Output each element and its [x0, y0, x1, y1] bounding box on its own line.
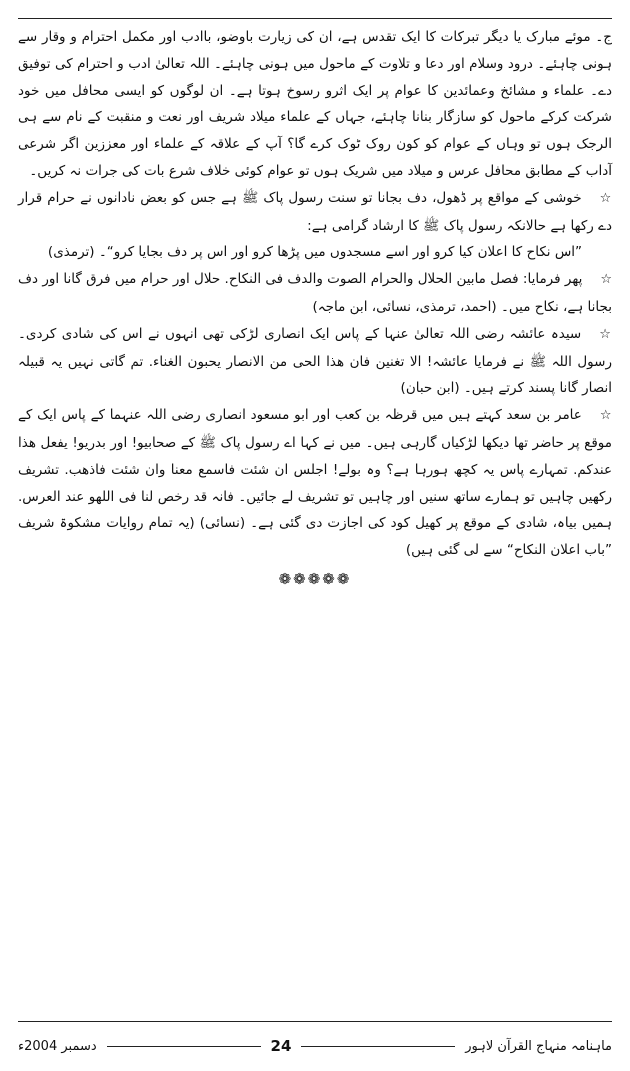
- paragraph-halal-haram: ☆ پھر فرمایا: فصل مابین الحلال والحرام الصوت والدف فی النکاح. حلال اور حرام میں فرق گانا اور دف بجانا ہے، نکاح میں۔ (احمد، ترمذی، نسائی، ابن ماجہ): [18, 266, 612, 321]
- page-footer: [18, 1034, 612, 1058]
- bottom-rule: [18, 1021, 612, 1022]
- paragraph-answer: ج۔ موئے مبارک یا دیگر تبرکات کا ایک تقدس ہے، ان کی زیارت باوضو، باادب اور مکمل احترام و وقار سے ہونی چاہئے۔ درود وسلام اور دعا و تلاوت کے ماحول میں ہونی چاہئے۔ اللہ تعالیٰ ادب و احترام کی توفیق دے۔ علماء و مشائخ وعمائدین کا عوام پر ایک اثرو رسوخ ہوتا ہے۔ ان لوگوں کو ایسی محافل میں خود شرکت کرکے ماحول کو سازگار بنانا چاہئے، جہاں کے علماء میلاد شریف اور نعت و منقبت کے نام سے ہی الرجک ہوں تو وہاں کے عوام کو کون روک ٹوک کرے گا؟ آپ کے علاقہ کے علماء اور معززین اگر شرعی آداب کے مطابق محافل عرس و میلاد میں شریک ہوں تو عوام کوئی خلاف شرع بات کی جرات نہ کریں۔: [18, 29, 612, 179]
- paragraph-amir-bin-saad: ☆ عامر بن سعد کہتے ہیں میں قرظہ بن کعب اور ابو مسعود انصاری رضی اللہ عنہما کے پاس ایک کے موقع پر حاضر تھا دیکھا لڑکیاں گارہی ہیں۔ میں نے کہا اے رسول پاک ﷺ کے صحابیو! اور بدریو! یفعل ھذا عندکم. تمہارے پاس یہ کچھ ہورہا ہے؟ وہ بولے! اجلس ان شئت فاسمع معنا وان شئت فاذھب. تشریف رکھیں چاہیں تو ہمارے ساتھ سنیں اور چاہیں تو تشریف لے جائیں۔ فانہ قد رخص لنا فی اللھو عند العرس. ہمیں بیاہ، شادی کے موقع پر کھیل کود کی اجازت دی گئی ہے۔ (نسائی) (یہ تمام روایات مشکوۃ شریف ”باب اعلان النکاح“ سے لی گئی ہیں): [18, 402, 612, 564]
- magazine-name: ماہنامہ منہاج القرآن لاہور: [465, 1038, 613, 1054]
- page-number: 24: [270, 1037, 292, 1055]
- footer-date: دسمبر 2004ء: [18, 1038, 97, 1054]
- paragraph-aisha: ☆ سیدہ عائشہ رضی اللہ تعالیٰ عنہا کے پاس ایک انصاری لڑکی تھی انہوں نے اس کی شادی کردی۔ رسول اللہ ﷺ نے فرمایا عائشہ! الا تغنین فان ھذا الحی من الانصار یحبون الغناء. تم گاتی نہیں یہ قبیلہ انصار گانا پسند کرتے ہیں۔ (ابن حبان): [18, 321, 612, 402]
- footer-line-right: [301, 1046, 455, 1047]
- footer-line-left: [107, 1046, 261, 1047]
- hadith-quote-tirmidhi: ”اس نکاح کا اعلان کیا کرو اور اسے مسجدوں میں پڑھا کرو اور اس پر دف بجایا کرو“۔ (ترمذی): [47, 244, 583, 261]
- section-end-ornament: ❁❁❁❁❁: [278, 569, 352, 588]
- article-body: [18, 24, 612, 593]
- paragraph-daf-sunnah: ☆ خوشی کے مواقع پر ڈھول، دف بجانا تو سنت رسول پاک ﷺ ہے جس کو بعض نادانوں نے حرام قرار دے رکھا ہے حالانکہ رسول پاک ﷺ کا ارشاد گرامی ہے:: [18, 185, 612, 240]
- top-rule: [18, 18, 612, 19]
